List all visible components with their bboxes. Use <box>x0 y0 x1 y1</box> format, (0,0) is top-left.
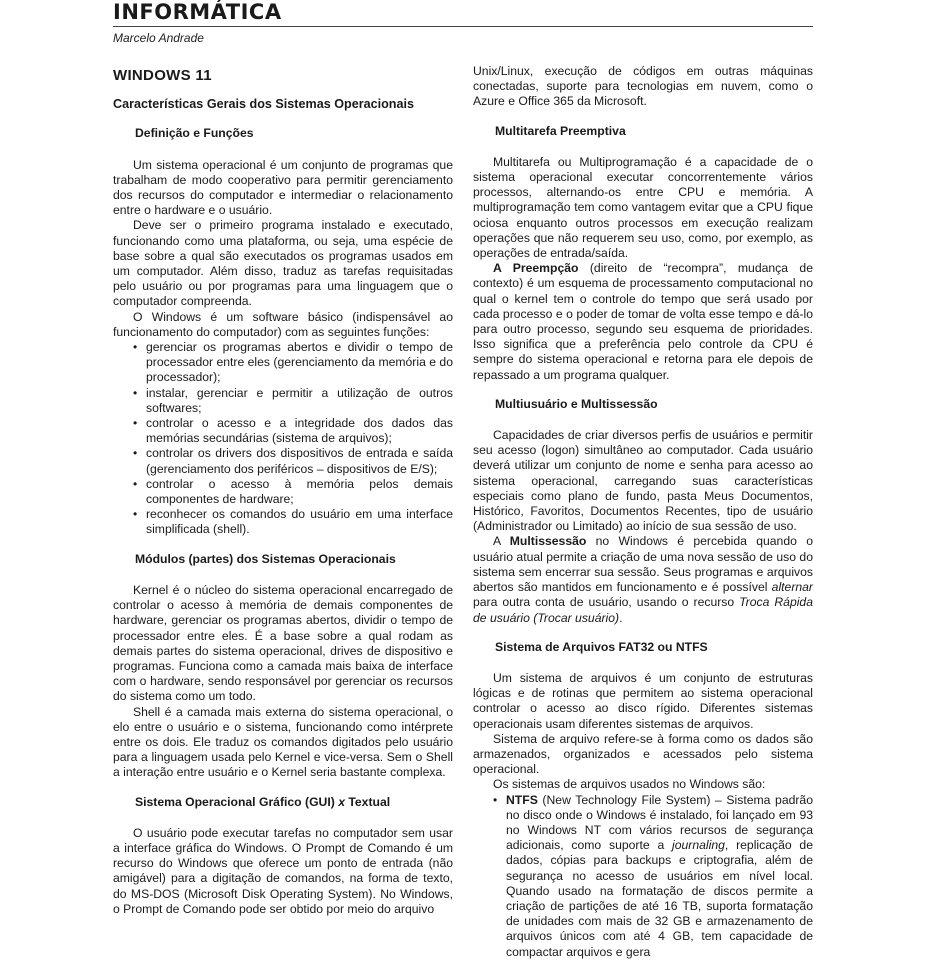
paragraph: Um sistema de arquivos é um conjunto de estruturas lógicas e de rotinas que permitem ao sistema operacional controlar o acesso ao disco rígido. Diferentes sistemas operacionais usam diferentes sistemas de arquivos. <box>473 670 813 731</box>
section-title: WINDOWS 11 <box>113 67 212 84</box>
right-column <box>473 64 813 960</box>
paragraph: Capacidades de criar diversos perfis de usuários e permitir seu acesso (logon) simultâneo ao computador. Cada usuário deverá utilizar um conjunto de nome e senha para acesso ao sistema operacional, carregando suas características especiais como plano de fundo, pasta Meus Documentos, Histórico, Favoritos, Documentos Recentes, tipo de usuário (Administrador ou Limitado) ao início de sua sessão de uso. <box>473 428 813 534</box>
bullet-icon: • <box>133 476 138 491</box>
functions-list <box>113 340 453 538</box>
list-item: • NTFS (New Technology File System) – Sistema padrão no disco onde o Windows é instalado, foi lançado em 93 no Windows NT com vários recursos de segurança adicionais, como suporte a journaling, replicação de dados, cópias para backups e criptografia, além de segurança no acesso de usuários em nível local. Quando usado na formatação de discos permite a criação de partições de até 16 TB, suporta formatação de unidades com mais de 32 GB e armazenamento de arquivos únicos com até 4 GB, tem capacidade de compactar arquivos e gera <box>493 792 813 959</box>
paragraph: Unix/Linux, execução de códigos em outras máquinas conectadas, suporte para tecnologias em nuvem, como o Azure e Office 365 da Microsoft. <box>473 64 813 109</box>
paragraph: A Multissessão no Windows é percebida quando o usuário atual permite a criação de uma nova sessão de uso do sistema sem encerrar sua sessão. Seus programas e arquivos abertos são mantidos em funcionamento e é possível alternar para outra conta de usuário, usando o recurso Troca Rápida de usuário (Trocar usuário). <box>473 534 813 625</box>
list-item: • controlar o acesso e a integridade dos dados das memórias secundárias (sistema de arquivos); <box>133 416 453 446</box>
paragraph: Um sistema operacional é um conjunto de programas que trabalham de modo cooperativo para permitir gerenciamento dos recursos do computador e intermediar o relacionamento entre o hardware e o usuário. <box>113 157 453 218</box>
bullet-icon: • <box>133 507 138 522</box>
paragraph: O Windows é um software básico (indispensável ao funcionamento do computador) com as seguintes funções: <box>113 309 453 339</box>
bullet-icon: • <box>493 792 498 807</box>
author-name: Marcelo Andrade <box>113 31 204 45</box>
heading-multiusuario: Multiusuário e Multissessão <box>495 396 658 411</box>
chapter-subtitle: Características Gerais dos Sistemas Operacionais <box>113 97 415 112</box>
list-item: • instalar, gerenciar e permitir a utilização de outros softwares; <box>133 385 453 415</box>
list-item: • gerenciar os programas abertos e dividir o tempo de processador entre eles (gerenciamento da memória e do processador); <box>133 340 453 385</box>
paragraph: O usuário pode executar tarefas no computador sem usar a interface gráfica do Windows. O Prompt de Comando é um recurso do Windows que oferece um ponto de entrada (não amigável) para a digitação de comandos, na forma de texto, do MS-DOS (Microsoft Disk Operating System). No Windows, o Prompt de Comando pode ser obtido por meio do arquivo <box>113 825 453 916</box>
list-item: • controlar o acesso à memória pelos demais componentes de hardware; <box>133 476 453 507</box>
list-item: • controlar os drivers dos dispositivos de entrada e saída (gerenciamento dos periféricos – dispositivos de E/S); <box>133 446 453 476</box>
list-item: • reconhecer os comandos do usuário em uma interface simplificada (shell). <box>133 507 453 537</box>
paragraph: A Preempção (direito de “recompra”, mudança de contexto) é um esquema de processamento computacional no qual o kernel tem o controle do tempo que será usado por cada processo e o poder de tomar de volta esse tempo e dá-lo para outro processo, segundo seu esquema de prioridades. Isso significa que a preferência pelo controle da CPU é sempre do sistema operacional e retorna para ele depois de repassado a um programa qualquer. <box>473 261 813 382</box>
paragraph: Kernel é o núcleo do sistema operacional encarregado de controlar o acesso à memória de demais componentes de hardware, gerenciar os programas abertos, dividir o tempo de processador entre eles. É a base sobre a qual rodam as demais partes do sistema operacional, drives de dispositivo e programas. Funciona como a camada mais baixa de interface com o hardware, sendo responsável por gerenciar os recursos do sistema como um todo. <box>113 582 453 704</box>
heading-sistema-arquivos: Sistema de Arquivos FAT32 ou NTFS <box>495 639 708 654</box>
heading-definicao: Definição e Funções <box>135 126 254 141</box>
paragraph: Multitarefa ou Multiprogramação é a capacidade de o sistema operacional executar concorrentemente vários processos, alternando-os entre CPU e memória. A multiprogramação tem como vantagem evitar que a CPU fique ociosa enquanto outros processos em execução realizam operações que não requerem seu uso, como, por exemplo, as operações de entrada/saída. <box>473 154 813 261</box>
paragraph: Sistema de arquivo refere-se à forma como os dados são armazenados, organizados e acessados pelo sistema operacional. <box>473 731 813 777</box>
left-column <box>113 64 453 917</box>
bullet-icon: • <box>133 446 138 461</box>
filesystems-list <box>473 793 813 960</box>
paragraph: Deve ser o primeiro programa instalado e executado, funcionando como uma plataforma, ou seja, uma espécie de base sobre a qual são executados os programas usados em um computador. Além disso, traduz as tarefas requisitadas pelo usuário ou por programas para uma linguagem que o computador compreenda. <box>113 218 453 309</box>
bullet-icon: • <box>133 340 138 355</box>
header-rule <box>113 26 813 27</box>
paragraph: Shell é a camada mais externa do sistema operacional, o elo entre o usuário e o sistema, funcionando como intérprete entre os dois. Ele traduz os comandos digitados pelo usuário para a linguagem usada pelo Kernel e vice-versa. Sem o Shell a interação entre usuário e o Kernel seria bastante complexa. <box>113 704 453 780</box>
bullet-icon: • <box>133 416 138 431</box>
paragraph: Os sistemas de arquivos usados no Windows são: <box>493 777 766 792</box>
heading-gui: Sistema Operacional Gráfico (GUI) x Textual <box>135 794 391 809</box>
heading-multitarefa: Multitarefa Preemptiva <box>495 123 626 138</box>
bullet-icon: • <box>133 385 138 400</box>
page-header <box>113 0 813 45</box>
subject-title: INFORMÁTICA <box>113 0 282 24</box>
heading-modulos: Módulos (partes) dos Sistemas Operacionais <box>135 551 396 566</box>
